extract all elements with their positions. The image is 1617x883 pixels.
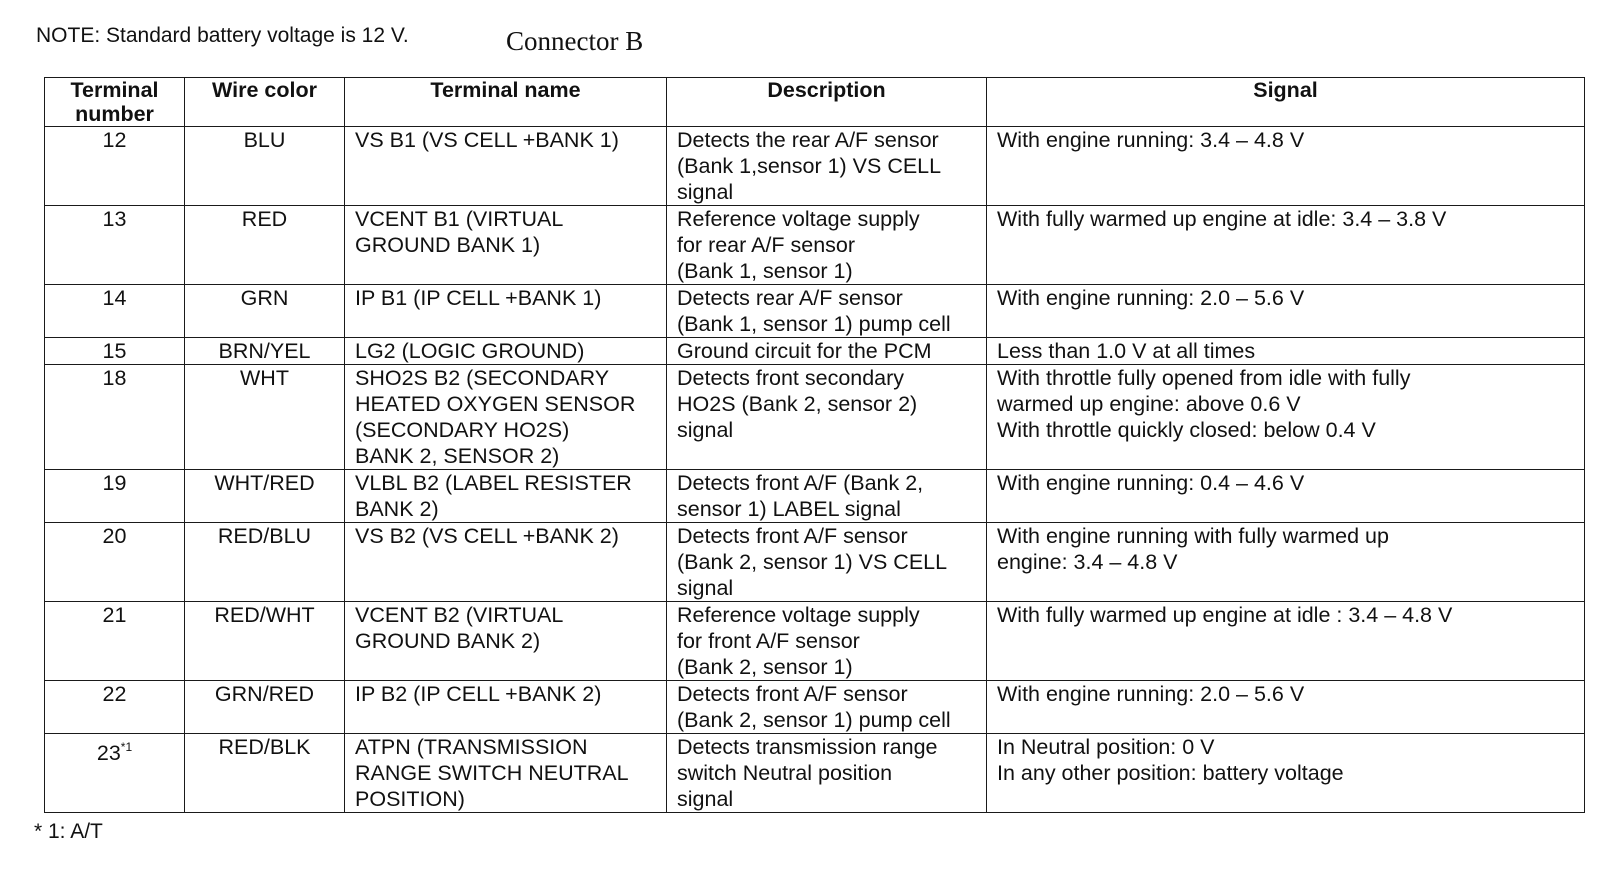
wire-color-cell: BRN/YEL — [185, 338, 345, 365]
header-signal: Signal — [987, 78, 1585, 127]
description-cell: Detects front secondary HO2S (Bank 2, sensor 2) signal — [667, 365, 987, 470]
signal-cell: Less than 1.0 V at all times — [987, 338, 1585, 365]
table-row — [45, 734, 1585, 813]
wire-color-cell: BLU — [185, 127, 345, 206]
terminal-number-cell: 18 — [45, 365, 185, 470]
terminal-name-cell: VCENT B1 (VIRTUAL GROUND BANK 1) — [345, 206, 667, 285]
terminal-name-cell: LG2 (LOGIC GROUND) — [345, 338, 667, 365]
table-row — [45, 127, 1585, 206]
header-description: Description — [667, 78, 987, 127]
description-cell: Detects transmission range switch Neutral position signal — [667, 734, 987, 813]
terminal-number-cell: 22 — [45, 681, 185, 734]
footnote: * 1: A/T — [34, 820, 103, 843]
signal-cell: With engine running with fully warmed up engine: 3.4 – 4.8 V — [987, 523, 1585, 602]
terminal-number-cell: 20 — [45, 523, 185, 602]
table-row — [45, 470, 1585, 523]
description-cell: Ground circuit for the PCM — [667, 338, 987, 365]
terminal-number-value: 23 — [96, 741, 121, 765]
table-row — [45, 602, 1585, 681]
signal-cell: In Neutral position: 0 V In any other position: battery voltage — [987, 734, 1585, 813]
wire-color-cell: RED — [185, 206, 345, 285]
wire-color-cell: WHT — [185, 365, 345, 470]
description-cell: Detects front A/F sensor (Bank 2, sensor 1) VS CELL signal — [667, 523, 987, 602]
terminal-name-cell: IP B2 (IP CELL +BANK 2) — [345, 681, 667, 734]
signal-cell: With engine running: 2.0 – 5.6 V — [987, 285, 1585, 338]
footnote-marker: *1 — [120, 740, 133, 754]
terminal-number-cell — [45, 734, 185, 813]
terminal-name-cell: VLBL B2 (LABEL RESISTER BANK 2) — [345, 470, 667, 523]
description-cell: Detects front A/F (Bank 2, sensor 1) LABEL signal — [667, 470, 987, 523]
header-terminal-number: Terminal number — [45, 78, 185, 127]
terminal-name-cell: IP B1 (IP CELL +BANK 1) — [345, 285, 667, 338]
table-row — [45, 338, 1585, 365]
header-wire-color: Wire color — [185, 78, 345, 127]
signal-cell: With engine running: 0.4 – 4.6 V — [987, 470, 1585, 523]
table-header-row — [45, 78, 1585, 127]
wire-color-cell: RED/BLU — [185, 523, 345, 602]
description-cell: Reference voltage supply for rear A/F sensor (Bank 1, sensor 1) — [667, 206, 987, 285]
wire-color-cell: GRN/RED — [185, 681, 345, 734]
signal-cell: With throttle fully opened from idle with fully warmed up engine: above 0.6 V With throttle quickly closed: below 0.4 V — [987, 365, 1585, 470]
table-row — [45, 285, 1585, 338]
wire-color-cell: RED/WHT — [185, 602, 345, 681]
description-cell: Detects rear A/F sensor (Bank 1, sensor 1) pump cell — [667, 285, 987, 338]
description-cell: Reference voltage supply for front A/F sensor (Bank 2, sensor 1) — [667, 602, 987, 681]
terminal-number-cell: 13 — [45, 206, 185, 285]
table-row — [45, 206, 1585, 285]
terminal-number-cell: 12 — [45, 127, 185, 206]
signal-cell: With fully warmed up engine at idle: 3.4 – 3.8 V — [987, 206, 1585, 285]
table-row — [45, 523, 1585, 602]
description-cell: Detects the rear A/F sensor (Bank 1,sensor 1) VS CELL signal — [667, 127, 987, 206]
terminal-number-cell: 15 — [45, 338, 185, 365]
terminal-number-cell: 14 — [45, 285, 185, 338]
connector-title: Connector B — [506, 26, 644, 56]
signal-cell: With fully warmed up engine at idle : 3.4 – 4.8 V — [987, 602, 1585, 681]
header-terminal-name: Terminal name — [345, 78, 667, 127]
table-row — [45, 681, 1585, 734]
battery-voltage-note: NOTE: Standard battery voltage is 12 V. — [36, 24, 409, 47]
wire-color-cell: RED/BLK — [185, 734, 345, 813]
terminal-name-cell: ATPN (TRANSMISSION RANGE SWITCH NEUTRAL POSITION) — [345, 734, 667, 813]
terminal-table — [44, 77, 1585, 813]
terminal-name-cell: VCENT B2 (VIRTUAL GROUND BANK 2) — [345, 602, 667, 681]
wire-color-cell: GRN — [185, 285, 345, 338]
terminal-name-cell: VS B1 (VS CELL +BANK 1) — [345, 127, 667, 206]
terminal-name-cell: SHO2S B2 (SECONDARY HEATED OXYGEN SENSOR (SECONDARY HO2S) BANK 2, SENSOR 2) — [345, 365, 667, 470]
description-cell: Detects front A/F sensor (Bank 2, sensor 1) pump cell — [667, 681, 987, 734]
wire-color-cell: WHT/RED — [185, 470, 345, 523]
signal-cell: With engine running: 2.0 – 5.6 V — [987, 681, 1585, 734]
signal-cell: With engine running: 3.4 – 4.8 V — [987, 127, 1585, 206]
terminal-number-cell: 19 — [45, 470, 185, 523]
terminal-name-cell: VS B2 (VS CELL +BANK 2) — [345, 523, 667, 602]
table-row — [45, 365, 1585, 470]
terminal-number-cell: 21 — [45, 602, 185, 681]
